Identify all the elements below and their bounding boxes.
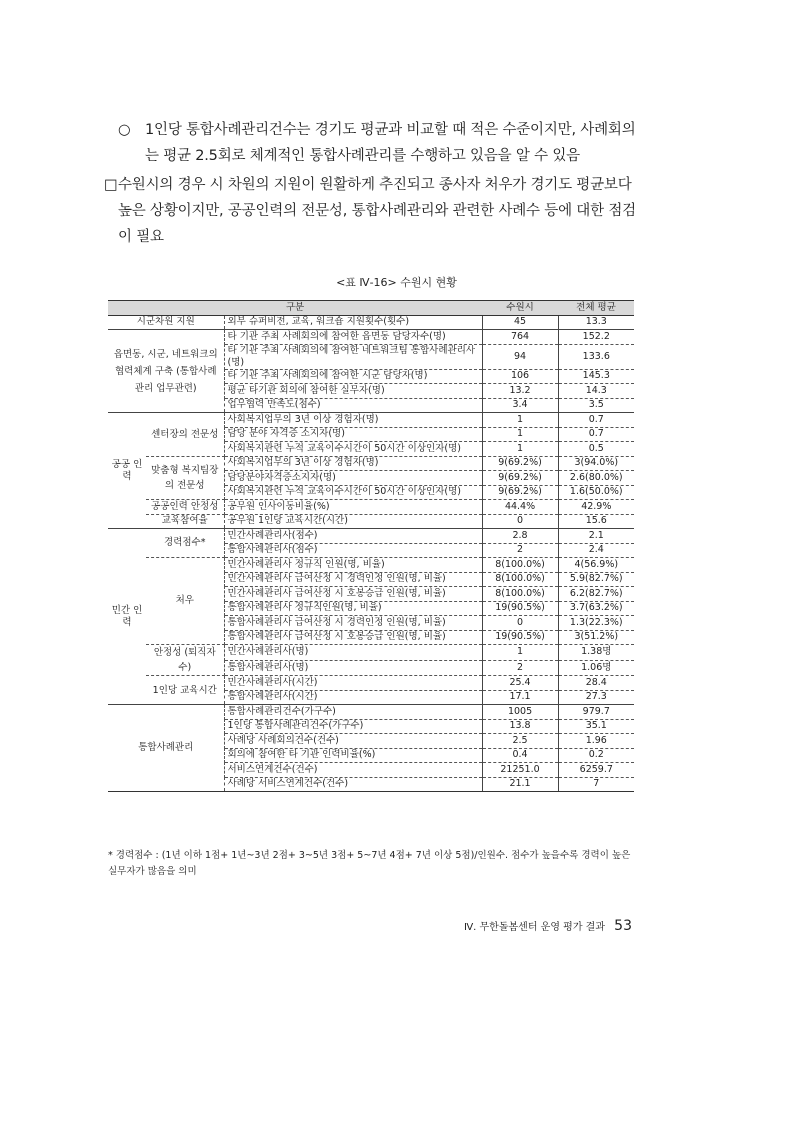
table-row [108, 558, 634, 573]
subgroup-label: 경력점수* [146, 529, 224, 558]
row-item: 공무원 1인당 교육시간(시간) [224, 514, 482, 529]
row-item: 외부 슈퍼비전, 교육, 워크숍 지원횟수(횟수) [224, 315, 482, 330]
row-item: 1인당 통합사례관리건수(가구수) [224, 719, 482, 734]
row-suwon: 21.1 [482, 777, 558, 792]
row-item: 사회복지업무의 3년 이상 경험자(명) [224, 413, 482, 428]
row-suwon: 1 [482, 427, 558, 442]
row-average: 3.7(63.2%) [558, 601, 634, 616]
row-suwon: 13.2 [482, 384, 558, 399]
row-suwon: 1005 [482, 705, 558, 720]
row-item: 공무원 인사이동비율(%) [224, 500, 482, 515]
page-number: 53 [614, 918, 632, 934]
row-suwon: 8(100.0%) [482, 558, 558, 573]
row-average: 7 [558, 777, 634, 792]
row-suwon: 17.1 [482, 690, 558, 705]
row-average: 3(51.2%) [558, 630, 634, 645]
group-label: 시군차원 지원 [108, 315, 224, 330]
row-item: 회의에 참여한 타 기관 인력비율(%) [224, 748, 482, 763]
square-bullet: □ [104, 177, 118, 193]
row-item: 통합사례관리사(점수) [224, 543, 482, 558]
row-item: 사회복지관련 누적 교육이수시간이 50시간 이상인자(명) [224, 442, 482, 457]
row-suwon: 2.8 [482, 529, 558, 544]
circle-bullet: ○ [118, 122, 131, 138]
row-item: 통합사례관리사 급여산정 시 경력인정 인원(명, 비율) [224, 616, 482, 631]
row-average: 3.5 [558, 398, 634, 413]
subgroup-label: 교육참여율 [146, 514, 224, 529]
row-suwon: 1 [482, 442, 558, 457]
row-item: 민간사례관리사 급여산정 시 경력인정 인원(명, 비율) [224, 572, 482, 587]
paragraph-2-text: 수원시의 경우 시 차원의 지원이 원활하게 추진되고 종사자 처우가 경기도 평균보다 높은 상황이지만, 공공인력의 전문성, 통합사례관리와 관련한 사례수 등에 대한 점검이 필요 [118, 177, 636, 245]
table-header-row [108, 301, 634, 316]
row-item: 타 기관 주최 사례회의에 참여한 네트워크팀 통합사례관리사(명) [224, 344, 482, 369]
row-suwon: 2 [482, 660, 558, 676]
row-average: 1.6(50.0%) [558, 485, 634, 500]
row-item: 사례당 사례회의건수(건수) [224, 734, 482, 749]
row-suwon: 0.4 [482, 748, 558, 763]
row-item: 통합사례관리사 정규직인원(명, 비율) [224, 601, 482, 616]
table-row [108, 456, 634, 471]
page-footer [464, 918, 632, 934]
row-average: 14.3 [558, 384, 634, 399]
header-suwon: 수원시 [482, 301, 558, 316]
paragraph-1 [118, 117, 638, 169]
row-suwon: 2 [482, 543, 558, 558]
row-average: 2.6(80.0%) [558, 471, 634, 486]
row-suwon: 19(90.5%) [482, 630, 558, 645]
row-item: 통합사례관리사 급여산정 시 호봉승급 인원(명, 비율) [224, 630, 482, 645]
row-average: 6259.7 [558, 763, 634, 778]
row-average: 0.5 [558, 442, 634, 457]
row-average: 15.6 [558, 514, 634, 529]
row-suwon: 25.4 [482, 676, 558, 691]
header-category: 구분 [108, 301, 482, 316]
row-suwon: 44.4% [482, 500, 558, 515]
row-item: 민간사례관리사(시간) [224, 676, 482, 691]
row-suwon: 0 [482, 514, 558, 529]
row-suwon: 3.4 [482, 398, 558, 413]
group-label: 통합사례관리 [108, 705, 224, 792]
subgroup-label: 안정성 (퇴직자수) [146, 645, 224, 676]
subgroup-label: 처우 [146, 558, 224, 645]
group-label: 읍면동, 시군, 네트워크의 협력체계 구축 (통합사례 관리 업무관련) [108, 330, 224, 413]
row-suwon: 45 [482, 315, 558, 330]
row-item: 민간사례관리사 정규직 인원(명, 비율) [224, 558, 482, 573]
header-average: 전체 평균 [558, 301, 634, 316]
row-average: 152.2 [558, 330, 634, 345]
row-suwon: 1 [482, 645, 558, 661]
row-item: 담당 분야 자격증 소지자(명) [224, 427, 482, 442]
row-average: 4(56.9%) [558, 558, 634, 573]
row-average: 0.7 [558, 427, 634, 442]
table-row [108, 330, 634, 345]
table-row [108, 514, 634, 529]
row-average: 1.38명 [558, 645, 634, 661]
table-row [108, 676, 634, 691]
row-average: 979.7 [558, 705, 634, 720]
row-average: 13.3 [558, 315, 634, 330]
row-average: 3(94.0%) [558, 456, 634, 471]
row-suwon: 9(69.2%) [482, 456, 558, 471]
row-item: 평균 타기관 회의에 참여한 실무자(명) [224, 384, 482, 399]
row-average: 2.1 [558, 529, 634, 544]
row-suwon: 8(100.0%) [482, 572, 558, 587]
row-average: 145.3 [558, 369, 634, 384]
suwon-status-table [108, 300, 634, 792]
row-suwon: 9(69.2%) [482, 485, 558, 500]
row-item: 민간사례관리사(점수) [224, 529, 482, 544]
row-average: 2.4 [558, 543, 634, 558]
row-item: 서비스연계건수(건수) [224, 763, 482, 778]
row-average: 28.4 [558, 676, 634, 691]
table-row [108, 413, 634, 428]
row-average: 5.9(82.7%) [558, 572, 634, 587]
row-item: 업무협력 만족도(점수) [224, 398, 482, 413]
row-item: 통합사례관리사(시간) [224, 690, 482, 705]
row-item: 사례당 서비스연계건수(건수) [224, 777, 482, 792]
row-suwon: 764 [482, 330, 558, 345]
row-item: 민간사례관리사(명) [224, 645, 482, 661]
row-item: 민간사례관리사 급여산정 시 호봉승급 인원(명, 비율) [224, 587, 482, 602]
chapter-title: Ⅳ. 무한돌봄센터 운영 평가 결과 [463, 922, 605, 933]
row-suwon: 0 [482, 616, 558, 631]
row-item: 타 기관 주최 사례회의에 참여한 읍면동 담당자수(명) [224, 330, 482, 345]
table-caption: <표 Ⅳ-16> 수원시 현황 [336, 276, 457, 289]
row-suwon: 1 [482, 413, 558, 428]
row-suwon: 9(69.2%) [482, 471, 558, 486]
row-average: 35.1 [558, 719, 634, 734]
row-item: 담당분야자격증소지자(명) [224, 471, 482, 486]
subgroup-label: 공공인력 안정성 [146, 500, 224, 515]
row-item: 사회복지업무의 3년 이상 경험자(명) [224, 456, 482, 471]
row-suwon: 2.5 [482, 734, 558, 749]
row-item: 사회복지관련 누적 교육이수시간이 50시간 이상인자(명) [224, 485, 482, 500]
subgroup-label: 맞춤형 복지팀장의 전문성 [146, 456, 224, 500]
row-item: 통합사례관리건수(가구수) [224, 705, 482, 720]
row-average: 1.96 [558, 734, 634, 749]
row-average: 6.2(82.7%) [558, 587, 634, 602]
table-row [108, 705, 634, 720]
subgroup-label: 1인당 교육시간 [146, 676, 224, 705]
table-row [108, 529, 634, 544]
group-label: 민간 인력 [108, 529, 146, 705]
row-average: 42.9% [558, 500, 634, 515]
row-average: 27.3 [558, 690, 634, 705]
paragraph-1-text: 1인당 통합사례관리건수는 경기도 평균과 비교할 때 적은 수준이지만, 사례회의는 평균 2.5회로 체계적인 통합사례관리를 수행하고 있음을 알 수 있음 [145, 122, 636, 164]
row-suwon: 13.8 [482, 719, 558, 734]
row-average: 1.3(22.3%) [558, 616, 634, 631]
table-row [108, 315, 634, 330]
row-suwon: 94 [482, 344, 558, 369]
table-row [108, 645, 634, 661]
subgroup-label: 센터장의 전문성 [146, 413, 224, 457]
row-suwon: 106 [482, 369, 558, 384]
row-average: 0.2 [558, 748, 634, 763]
paragraph-2 [104, 172, 639, 250]
row-suwon: 21251.0 [482, 763, 558, 778]
row-item: 타 기관 주최 사례회의에 참여한 시군 담당자(명) [224, 369, 482, 384]
row-average: 133.6 [558, 344, 634, 369]
row-average: 1.06명 [558, 660, 634, 676]
row-suwon: 8(100.0%) [482, 587, 558, 602]
row-suwon: 19(90.5%) [482, 601, 558, 616]
row-average: 0.7 [558, 413, 634, 428]
table-footnote: * 경력점수 : (1년 이하 1점+ 1년~3년 2점+ 3~5년 3점+ 5~7년 4점+ 7년 이상 5점)/인원수. 점수가 높을수록 경력이 높은 실무자가 많음을 의미 [108, 850, 631, 877]
row-item: 통합사례관리사(명) [224, 660, 482, 676]
group-label: 공공 인력 [108, 413, 146, 529]
